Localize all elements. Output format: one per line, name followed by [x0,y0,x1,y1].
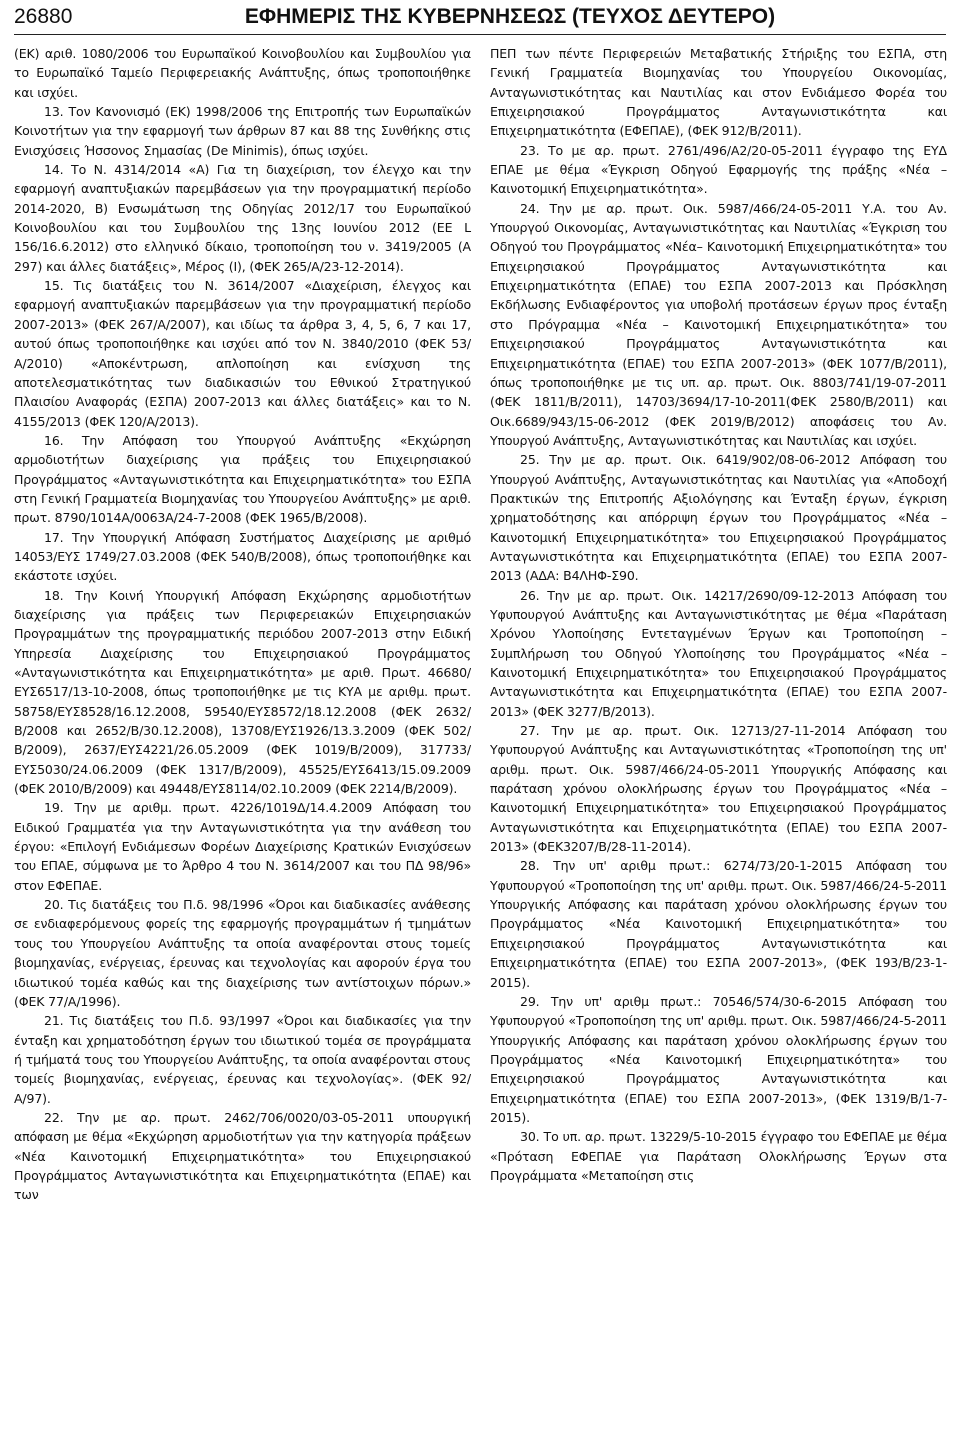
gazette-title: ΕΦΗΜΕΡΙΣ ΤΗΣ ΚΥΒΕΡΝΗΣΕΩΣ (ΤΕΥΧΟΣ ΔΕΥΤΕΡΟ) [244,5,776,28]
paragraph: 23. Το με αρ. πρωτ. 2761/496/Α2/20-05-2011 έγγραφο της ΕΥΔ ΕΠΑΕ με θέμα «Έγκριση Οδηγού Εφαρμογής της πράξης «Νέα – Καινοτομική Επιχειρηματικότητα». [490,142,947,197]
paragraph: 17. Την Υπουργική Απόφαση Συστήματος Διαχείρισης με αριθμό 14053/ΕΥΣ 1749/27.03.2008 (ΦΕΚ 540/Β/2008), όπως τροποποιήθηκε και εκάστοτε ισχύει. [14,529,471,584]
paragraph: 22. Την με αρ. πρωτ. 2462/706/0020/03-05-2011 υπουργική απόφαση με θέμα «Εκχώρηση αρμοδιοτήτων για την κατηγορία πράξεων «Νέα Καινοτομική Επιχειρηματικότητα» του Επιχειρησιακού Προγράμματος Ανταγωνιστικότητα και Επιχειρηματικότητα (ΕΠΑΕ) και των [14,1109,471,1203]
right-column [490,44,947,1185]
paragraph: 25. Την με αρ. πρωτ. Οικ. 6419/902/08-06-2012 Απόφαση του Υπουργού Ανάπτυξης, Ανταγωνιστικότητας και Ναυτιλίας για «Αποδοχή Πρακτικών της Επιτροπής Αξιολόγησης και Ένταξη έργων, έγκριση χρηματοδότησης και απόρριψη έργων του Προγράμματος «Νέα – Καινοτομική Επιχειρηματικότητα» του Επιχειρησιακού Προγράμματος Ανταγωνιστικότητα και Επιχειρηματικότητα (ΕΠΑΕ) του ΕΣΠΑ 2007-2013 (ΑΔΑ: Β4ΛΗΦ-Σ90. [490,452,947,584]
paragraph: 14. Το Ν. 4314/2014 «Α) Για τη διαχείριση, τον έλεγχο και την εφαρμογή αναπτυξιακών παρεμβάσεων για την προγραμματική περίοδο 2014-2020, Β) Ενσωμάτωση της Οδηγίας 2012/17 του Ευρωπαϊκού Κοινοβουλίου και του Συμβουλίου της 13ης Ιουνίου 2012 (ΕΕ L 156/16.6.2012) στο ελληνικό δίκαιο, τροποποίηση του ν. 3419/2005 (Α 297) και άλλες διατάξεις», Μέρος (Ι), (ΦΕΚ 265/Α/23-12-2014). [14,162,471,274]
paragraph: 26. Την με αρ. πρωτ. Οικ. 14217/2690/09-12-2013 Απόφαση του Υφυπουργού Ανάπτυξης και Ανταγωνιστικότητας με θέμα «Παράταση Χρόνου Υλοποίησης Εντεταγμένων Έργων και Τροποποίηση – Συμπλήρωση του Οδηγού Υλοποίησης του Προγράμματος «Νέα – Καινοτομική Επιχειρηματικότητα» του Επιχειρησιακού Προγράμματος Ανταγωνιστικότητα και Επιχειρηματικότητα (ΕΠΑΕ) του ΕΣΠΑ 2007-2013» (ΦΕΚ 3277/Β/2013). [490,587,947,719]
paragraph: 20. Τις διατάξεις του Π.δ. 98/1996 «Όροι και διαδικασίες ανάθεσης σε ενδιαφερόμενους φορείς της εφαρμογής προγραμμάτων ή τμημάτων τους του Υπουργείου Ανάπτυξης τα οποία αναφέρονται στους τομείς βιομηχανίας, ενέργειας, έρευνας και τεχνολογίας και αφορούν έργα του ιδιωτικού τομέα καθώς και της διαχείρισης των αντίστοιχων πόρων.» (ΦΕΚ 77/Α/1996). [14,897,471,1009]
paragraph: 21. Τις διατάξεις του Π.δ. 93/1997 «Όροι και διαδικασίες για την ένταξη και χρηματοδότηση έργων του ιδιωτικού τομέα σε προγράμματα ή τμήματά τους του Υπουργείου Ανάπτυξης, τα οποία αναφέρονται στους τομείς βιομηχανίας, ενέργειας, έρευνας και τεχνολογίας». (ΦΕΚ 92/Α/97). [14,1013,471,1106]
paragraph: 13. Τον Κανονισμό (ΕΚ) 1998/2006 της Επιτροπής των Ευρωπαϊκών Κοινοτήτων για την εφαρμογή των άρθρων 87 και 88 της Συνθήκης στις Ενισχύσεις Ήσσονος Σημασίας (De Minimis), όπως ισχύει. [14,104,471,158]
paragraph: 28. Την υπ' αριθμ πρωτ.: 6274/73/20-1-2015 Απόφαση του Υφυπουργού «Τροποποίηση της υπ' αριθμ. πρωτ. Οικ. 5987/466/24-5-2011 Υπουργικής Απόφασης και παράταση χρόνου ολοκλήρωσης έργων του Προγράμματος «Νέα Καινοτομική Επιχειρηματικότητα» του Επιχειρησιακού Προγράμματος Ανταγωνιστικότητα και Επιχειρηματικότητα (ΕΠΑΕ) του ΕΣΠΑ 2007-2013», (ΦΕΚ 193/Β/23-1-2015). [490,858,947,990]
paragraph: 19. Την με αριθμ. πρωτ. 4226/1019Δ/14.4.2009 Απόφαση του Ειδικού Γραμματέα για την Ανταγωνιστικότητα για την ανάθεση του έργου: «Επιλογή Ενδιάμεσων Φορέων Διαχείρισης Κρατικών Ενισχύσεων του ΕΠΑΕ, σύμφωνα με το Άρθρο 4 του Ν. 3614/2007 και του ΠΔ 98/96» στον ΕΦΕΠΑΕ. [14,800,471,893]
page-number: 26880 [14,5,73,28]
paragraph: 15. Τις διατάξεις του Ν. 3614/2007 «Διαχείριση, έλεγχος και εφαρμογή αναπτυξιακών παρεμβάσεων για την προγραμματική περίοδο 2007-2013» (ΦΕΚ 267/Α/2007), και ιδίως τα άρθρα 3, 4, 5, 6, 7 και 17, αυτού όπως τροποποιήθηκε και ισχύει από τον Ν. 3840/2010 (ΦΕΚ 53/Α/2010) «Αποκέντρωση, απλοποίηση και ενίσχυση της αποτελεσματικότητας των διαδικασιών του Εθνικού Στρατηγικού Πλαισίου Αναφοράς (ΕΣΠΑ) 2007-2013 και άλλες διατάξεις» και το Ν. 4155/2013 (ΦΕΚ 120/Α/2013). [14,278,471,429]
paragraph: 24. Την με αρ. πρωτ. Οικ. 5987/466/24-05-2011 Υ.Α. του Αν. Υπουργού Οικονομίας, Ανταγωνιστικότητας και Ναυτιλίας «Έγκριση του Οδηγού του Προγράμματος «Νέα– Καινοτομική Επιχειρηματικότητα» του Επιχειρησιακού Προγράμματος Ανταγωνιστικότητα και Επιχειρηματικότητα (ΕΠΑΕ) του ΕΣΠΑ 2007-2013 και Πρόσκληση Εκδήλωσης Ενδιαφέροντος για υποβολή προτάσεων έργων προς ένταξη στο Πρόγραμμα «Νέα – Καινοτομική Επιχειρηματικότητα» του Επιχειρησιακού Προγράμματος Ανταγωνιστικότητα και Επιχειρηματικότητα (ΕΠΑΕ) του ΕΣΠΑ 2007-2013» (ΦΕΚ 1077/Β/2011), όπως τροποποιήθηκε με τις υπ. αρ. πρωτ. Οικ. 8803/741/19-07-2011 (ΦΕΚ 1811/Β/2011), 14703/3694/17-10-2011(ΦΕΚ 2580/Β/2011) και Οικ.6689/943/15-06-2012 (ΦΕΚ 2019/Β/2012) αποφάσεις του Αν. Υπουργού Ανάπτυξης, Ανταγωνιστικότητας και Ναυτιλίας και ισχύει. [490,200,947,448]
paragraph: 27. Την με αρ. πρωτ. Οικ. 12713/27-11-2014 Απόφαση του Υφυπουργού Ανάπτυξης και Ανταγωνιστικότητας «Τροποποίηση της υπ' αριθμ. πρωτ. Οικ. 5987/466/24-05-2011 Υπουργικής Απόφασης και παράταση χρόνου ολοκλήρωσης έργων του Προγράμματος «Νέα – Καινοτομική Επιχειρηματικότητα» του Επιχειρησιακού Προγράμματος Ανταγωνιστικότητα και Επιχειρηματικότητα (ΕΠΑΕ) του ΕΣΠΑ 2007-2013» (ΦΕΚ3207/Β/28-11-2014). [490,723,947,855]
paragraph: 16. Την Απόφαση του Υπουργού Ανάπτυξης «Εκχώρηση αρμοδιοτήτων διαχείρισης για πράξεις του Επιχειρησιακού Προγράμματος «Ανταγωνιστικότητα και Επιχειρηματικότητα» του ΕΣΠΑ στη Γενική Γραμματεία Βιομηχανίας του Υπουργείου Ανάπτυξης» με αριθ. πρωτ. 8790/1014Α/0063Α/24-7-2008 (ΦΕΚ 1965/Β/2008). [14,432,471,526]
paragraph: 29. Την υπ' αριθμ πρωτ.: 70546/574/30-6-2015 Απόφαση του Υφυπουργού «Τροποποίηση της υπ' αριθμ. πρωτ. Οικ. 5987/466/24-5-2011 Υπουργικής Απόφασης και παράταση χρόνου ολοκλήρωσης έργων του Προγράμματος «Νέα Καινοτομική Επιχειρηματικότητα» του Επιχειρησιακού Προγράμματος Ανταγωνιστικότητα και Επιχειρηματικότητα (ΕΠΑΕ) του ΕΣΠΑ 2007-2013», (ΦΕΚ 1319/Β/1-7-2015). [490,993,947,1125]
paragraph: (ΕΚ) αριθ. 1080/2006 του Ευρωπαϊκού Κοινοβουλίου και Συμβουλίου για το Ευρωπαϊκό Ταμείο Περιφερειακής Ανάπτυξης, όπως τροποποιήθηκε και ισχύει. [14,46,471,100]
left-column [14,44,471,1205]
paragraph: ΠΕΠ των πέντε Περιφερειών Μεταβατικής Στήριξης του ΕΣΠΑ, στη Γενική Γραμματεία Βιομηχανίας του Υπουργείου Οικονομίας, Ανταγωνιστικότητας και Ναυτιλίας και στον Ενδιάμεσο Φορέα του Επιχειρησιακού Προγράμματος Ανταγωνιστικότητα και Επιχειρηματικότητα (ΕΦΕΠΑΕ), (ΦΕΚ 912/Β/2011). [490,46,947,139]
paragraph: 30. Το υπ. αρ. πρωτ. 13229/5-10-2015 έγγραφο του ΕΦΕΠΑΕ με θέμα «Πρόταση ΕΦΕΠΑΕ για Παράταση Ολοκλήρωσης Έργων στα Προγράμματα «Μεταπoίηση στις [490,1129,947,1183]
paragraph: 18. Την Κοινή Υπουργική Απόφαση Εκχώρησης αρμοδιοτήτων διαχείρισης για πράξεις των Περιφερειακών Επιχειρησιακών Προγραμμάτων της προγραμματικής περιόδου 2007-2013 στην Ειδική Υπηρεσία Διαχείρισης του Επιχειρησιακού Προγράμματος «Ανταγωνιστικότητα και Επιχειρηματικότητα» με αριθ. Πρωτ. 46680/ΕΥΣ6517/13-10-2008, όπως τροποποιήθηκε με τις ΚΥΑ με αριθμ. πρωτ. 58758/ΕΥΣ8528/16.12.2008, 59540/ΕΥΣ8572/18.12.2008 (ΦΕΚ 2632/Β/2008 και 2652/Β/30.12.2008), 13708/ΕΥΣ1926/13.3.2009 (ΦΕΚ 502/Β/2009), 2637/ΕΥΣ4221/26.05.2009 (ΦΕΚ 1019/Β/2009), 317733/ΕΥΣ5030/24.06.2009 (ΦΕΚ 1317/Β/2009), 45525/ΕΥΣ6413/15.09.2009 (ΦΕΚ 2010/Β/2009) και 49448/ΕΥΣ8114/02.10.2009 (ΦΕΚ 2214/Β/2009). [14,587,471,797]
page-header [14,0,946,35]
